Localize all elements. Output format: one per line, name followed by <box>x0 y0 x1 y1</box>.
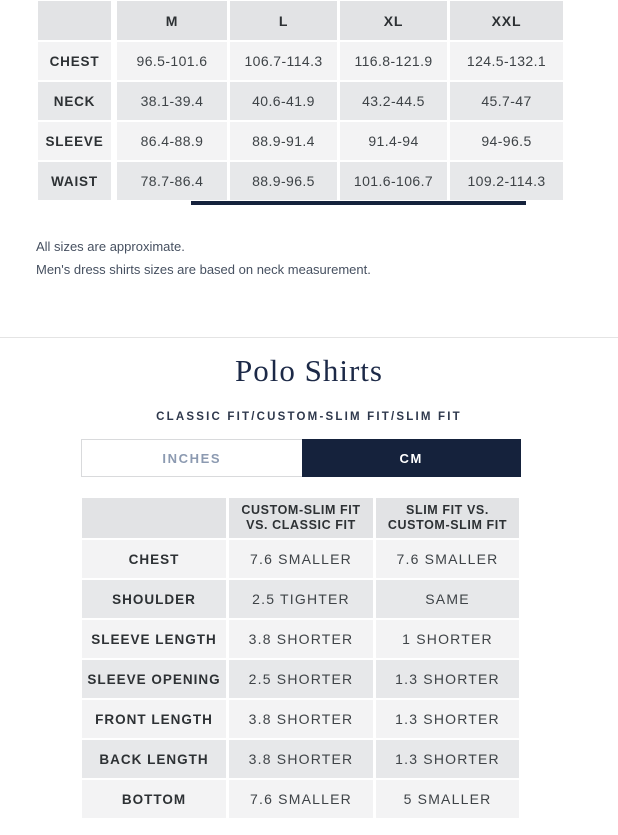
comparison-column-header <box>376 498 519 538</box>
comparison-value: 3.8 SHORTER <box>229 620 373 658</box>
table-row <box>82 620 519 658</box>
measurement-value: 96.5-101.6 <box>117 42 227 80</box>
comparison-header-row <box>82 498 519 538</box>
row-label: BOTTOM <box>82 780 226 818</box>
row-label: BACK LENGTH <box>82 740 226 778</box>
size-table-header-row <box>38 1 564 40</box>
measurement-value: 124.5-132.1 <box>450 42 563 80</box>
comparison-value: 3.8 SHORTER <box>229 740 373 778</box>
fit-comparison-table <box>82 498 519 820</box>
size-column-header: XXL <box>450 1 563 40</box>
header-line: VS. CLASSIC FIT <box>246 518 356 532</box>
size-table-corner-cell <box>38 1 111 40</box>
header-line: CUSTOM-SLIM FIT <box>387 518 508 532</box>
size-notes <box>36 235 371 281</box>
row-label: NECK <box>38 82 111 120</box>
table-row <box>82 740 519 778</box>
table-row <box>82 580 519 618</box>
comparison-value: 5 SMALLER <box>376 780 519 818</box>
comparison-value: 7.6 SMALLER <box>376 540 519 578</box>
measurement-value: 86.4-88.9 <box>117 122 227 160</box>
comparison-value: 7.6 SMALLER <box>229 780 373 818</box>
measurement-value: 94-96.5 <box>450 122 563 160</box>
comparison-value: 1 SHORTER <box>376 620 519 658</box>
note-line: Men's dress shirts sizes are based on neck measurement. <box>36 262 371 277</box>
measurement-value: 106.7-114.3 <box>230 42 337 80</box>
table-scrollbar-thumb[interactable] <box>191 201 526 205</box>
table-row <box>38 162 564 200</box>
table-row <box>38 42 564 80</box>
section-divider <box>0 337 618 338</box>
section-title: Polo Shirts <box>235 353 383 388</box>
row-label: CHEST <box>82 540 226 578</box>
measurement-value: 45.7-47 <box>450 82 563 120</box>
measurement-value: 88.9-91.4 <box>230 122 337 160</box>
comparison-value: 2.5 TIGHTER <box>229 580 373 618</box>
row-label: SHOULDER <box>82 580 226 618</box>
row-label: WAIST <box>38 162 111 200</box>
measurement-value: 40.6-41.9 <box>230 82 337 120</box>
header-line: SLIM FIT VS. <box>406 503 489 517</box>
row-label: SLEEVE LENGTH <box>82 620 226 658</box>
comparison-value: 7.6 SMALLER <box>229 540 373 578</box>
size-column-header: M <box>117 1 227 40</box>
comparison-value: 1.3 SHORTER <box>376 660 519 698</box>
size-column-header: L <box>230 1 337 40</box>
row-label: SLEEVE <box>38 122 111 160</box>
size-column-header: XL <box>340 1 447 40</box>
measurement-value: 101.6-106.7 <box>340 162 447 200</box>
row-label: SLEEVE OPENING <box>82 660 226 698</box>
table-row <box>82 540 519 578</box>
comparison-column-header <box>229 498 373 538</box>
comparison-value: SAME <box>376 580 519 618</box>
header-line: CUSTOM-SLIM FIT <box>241 503 361 517</box>
measurement-value: 78.7-86.4 <box>117 162 227 200</box>
comparison-value: 1.3 SHORTER <box>376 740 519 778</box>
measurement-value: 116.8-121.9 <box>340 42 447 80</box>
measurement-value: 109.2-114.3 <box>450 162 563 200</box>
table-row <box>82 780 519 818</box>
measurement-value: 38.1-39.4 <box>117 82 227 120</box>
section-subtitle: CLASSIC FIT/CUSTOM-SLIM FIT/SLIM FIT <box>156 411 462 423</box>
measurement-value: 88.9-96.5 <box>230 162 337 200</box>
inches-toggle-button[interactable]: INCHES <box>81 439 302 477</box>
table-row <box>38 122 564 160</box>
comparison-value: 2.5 SHORTER <box>229 660 373 698</box>
table-row <box>82 700 519 738</box>
row-label: FRONT LENGTH <box>82 700 226 738</box>
comparison-value: 3.8 SHORTER <box>229 700 373 738</box>
size-measurement-table <box>38 1 564 202</box>
unit-toggle <box>81 439 521 477</box>
table-row <box>38 82 564 120</box>
measurement-value: 91.4-94 <box>340 122 447 160</box>
note-line: All sizes are approximate. <box>36 239 185 254</box>
comparison-corner-cell <box>82 498 226 538</box>
comparison-value: 1.3 SHORTER <box>376 700 519 738</box>
cm-toggle-button[interactable]: CM <box>302 439 522 477</box>
measurement-value: 43.2-44.5 <box>340 82 447 120</box>
row-label: CHEST <box>38 42 111 80</box>
table-row <box>82 660 519 698</box>
